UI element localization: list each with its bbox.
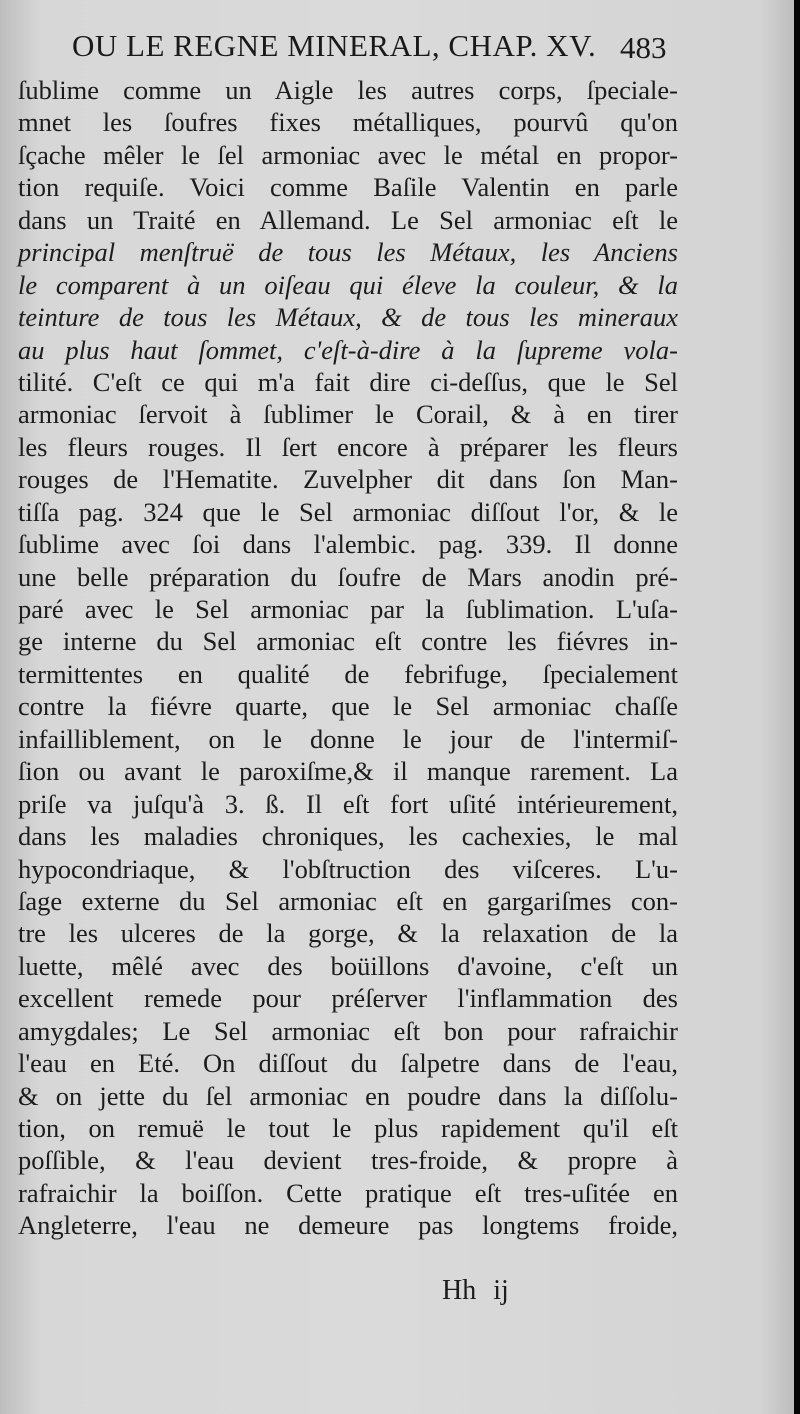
text-line: paré avec le Sel armoniac par la ſublimation. L'uſa- (18, 594, 678, 624)
text-line: l'eau en Eté. On diſſout du ſalpetre dans de l'eau, (18, 1048, 678, 1079)
text-line: tilité. C'eſt ce qui m'a fait dire ci-deſſus, que le Sel (18, 366, 678, 397)
text-line: Angleterre, l'eau ne demeure pas longtems froide, (18, 1210, 678, 1241)
text-line: au plus haut ſommet, c'eſt-à-dire à la ſupreme vola- (18, 334, 678, 365)
text-line: tion, on remuë le tout le plus rapidement qu'il eſt (18, 1113, 678, 1143)
text-line: tre les ulceres de la gorge, & la relaxation de la (18, 918, 678, 949)
text-line: rafraichir la boiſſon. Cette pratique eſt tres-uſitée en (18, 1177, 678, 1208)
text-line: dans un Traité en Allemand. Le Sel armoniac eſt le (18, 204, 678, 235)
text-line: ſublime avec ſoi dans l'alembic. pag. 339. Il donne (18, 529, 678, 560)
running-title: OU LE REGNE MINERAL, CHAP. XV. (72, 28, 597, 63)
text-line: principal menſtruë de tous les Métaux, les Anciens (18, 237, 678, 268)
text-line: excellent remede pour préſerver l'inflammation des (18, 983, 678, 1014)
text-line: teinture de tous les Métaux, & de tous les mineraux (18, 302, 678, 333)
text-line: luette, mêlé avec des boüillons d'avoine, c'eſt un (18, 950, 678, 981)
text-line: infailliblement, on le donne le jour de l'intermiſ- (18, 723, 678, 754)
text-line: hypocondriaque, & l'obſtruction des viſceres. L'u- (18, 853, 678, 884)
body-text (18, 74, 678, 1242)
text-line: le comparent à un oiſeau qui éleve la couleur, & la (18, 269, 678, 300)
text-line: tiſſa pag. 324 que le Sel armoniac diſſout l'or, & le (18, 496, 678, 527)
text-line: rouges de l'Hematite. Zuvelpher dit dans ſon Man- (18, 464, 678, 495)
text-line: dans les maladies chroniques, les cachexies, le mal (18, 821, 678, 852)
text-line: ſçache mêler le ſel armoniac avec le métal en propor- (18, 139, 678, 170)
text-line: mnet les ſoufres fixes métalliques, pourvû qu'on (18, 107, 678, 138)
text-line: amygdales; Le Sel armoniac eſt bon pour rafraichir (18, 1015, 678, 1046)
text-line: ſage externe du Sel armoniac eſt en gargariſmes con- (18, 885, 678, 916)
page-edge-shadow (794, 0, 800, 1414)
text-line: les fleurs rouges. Il ſert encore à préparer les fleurs (18, 431, 678, 462)
text-line: ſion ou avant le paroxiſme,& il manque rarement. La (18, 756, 678, 787)
signature-mark: Hh ij (442, 1275, 509, 1306)
text-line: ge interne du Sel armoniac eſt contre les fiévres in- (18, 626, 678, 657)
text-line: tion requiſe. Voici comme Baſile Valentin en parle (18, 172, 678, 203)
text-line: une belle préparation du ſoufre de Mars anodin pré- (18, 561, 678, 592)
page-number: 483 (620, 30, 667, 65)
text-line: poſſible, & l'eau devient tres-froide, & propre à (18, 1145, 678, 1176)
text-line: priſe va juſqu'à 3. ß. Il eſt fort uſité intérieurement, (18, 788, 678, 819)
text-line: termittentes en qualité de febrifuge, ſpecialement (18, 658, 678, 689)
text-line: contre la fiévre quarte, que le Sel armoniac chaſſe (18, 691, 678, 722)
text-line: ſublime comme un Aigle les autres corps, ſpeciale- (18, 75, 678, 105)
text-line: armoniac ſervoit à ſublimer le Corail, & à en tirer (18, 399, 678, 430)
text-line: & on jette du ſel armoniac en poudre dans la diſſolu- (18, 1080, 678, 1111)
